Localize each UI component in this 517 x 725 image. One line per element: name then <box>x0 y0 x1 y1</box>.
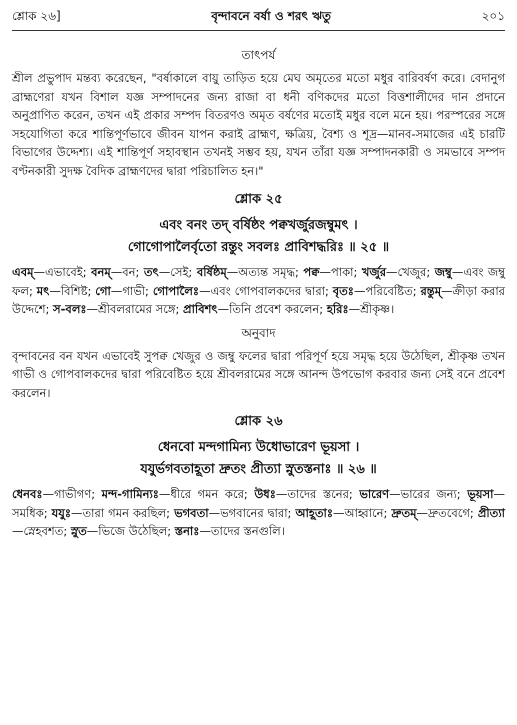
synonym-word: মৎ <box>36 283 50 298</box>
synonym-meaning: —তারা গমন করছিল; <box>71 505 175 520</box>
synonym-word: মন্দ-গামিন্যঃ <box>101 487 159 501</box>
synonym-meaning: —ক্রীড়া করার উদ্দেশে; <box>12 283 506 316</box>
synonym-word: স্নুত <box>70 524 87 538</box>
synonym-meaning: —শ্রীকৃষ্ণ। <box>348 302 395 316</box>
synonym-word: স-বলঃ <box>53 302 87 316</box>
purport-heading: তাৎপর্য <box>241 48 276 62</box>
synonym-meaning: —সমধিক; <box>12 487 505 520</box>
synonym-word: ভারেণ <box>359 487 390 501</box>
synonym-word: ভগবতা <box>174 505 209 520</box>
synonym-meaning: —খেজুর; <box>386 265 435 279</box>
verse-26-line-1: ধেনবো মন্দগামিন্য উধোভারেণ ভূয়সা । <box>157 440 360 455</box>
synonym-meaning: —ভিজে উঠেছিল; <box>86 524 175 538</box>
synonym-word: যযুঃ <box>51 505 72 520</box>
verse-26-synonyms <box>12 485 505 541</box>
verse-25-translation: বৃন্দাবনের বন যখন এভাবেই সুপক্ব খেজুর ও জম্বু ফলের দ্বারা পরিপূর্ণ হয়ে সমৃদ্ধ হয়ে উঠেছিল, শ্রীকৃষ্ণ তখন গাভী ও গোপবালকদের দ্বারা পরিবেষ্টিত হয়ে শ্রীবলরামের সঙ্গে আনন্দ উপভোগ করবার জন্য সেই বনে প্রবেশ করলেন। <box>12 348 505 400</box>
header-verse-ref: শ্লোক ২৬] <box>12 9 61 23</box>
synonym-word: তৎ <box>143 265 159 279</box>
synonym-word: রন্তুম্ <box>420 283 442 298</box>
synonym-word: প্রীত্যা <box>477 505 505 520</box>
synonym-word: বৃতঃ <box>332 283 354 298</box>
synonym-meaning: —গাভী; <box>110 283 153 298</box>
synonym-meaning: —ধীরে গমন করে; <box>158 487 255 501</box>
synonym-meaning: —তিনি প্রবেশ করলেন; <box>217 302 327 316</box>
synonym-word: বর্ষিষ্ঠম্ <box>196 265 227 279</box>
synonym-word: ধেনবঃ <box>12 487 43 501</box>
synonym-word: গো <box>95 283 111 298</box>
synonym-meaning: —অত্যন্ত সমৃদ্ধ; <box>226 265 304 279</box>
verse-25-line-1: এবং বনং তদ্ বর্ষিষ্ঠং পক্বখর্জুরজম্বুমৎ । <box>159 218 358 233</box>
synonym-word: দ্রুতম্ <box>391 505 417 520</box>
verse-26-line-2: যযুর্ভগবতাহূতা দ্রুতং প্রীত্যা স্নুতস্তনাঃ ॥ ২৬ ॥ <box>140 462 377 477</box>
synonym-word: হরিঃ <box>326 302 349 316</box>
synonym-meaning: —পাকা; <box>319 265 362 279</box>
synonym-word: পক্ব <box>303 265 320 279</box>
synonym-meaning: —শ্রীবলরামের সঙ্গে; <box>86 302 183 316</box>
synonym-meaning: —তাদের স্তনের; <box>275 487 360 501</box>
page-number: ২০১ <box>481 9 505 23</box>
chapter-title: বৃন্দাবনে বর্ষা ও শরৎ ঋতু <box>211 9 332 23</box>
synonym-word: ভূয়সা <box>467 487 494 501</box>
synonym-meaning: —পরিবেষ্টিত; <box>353 283 421 298</box>
synonym-meaning: —এভাবেই; <box>33 265 92 279</box>
synonym-meaning: —ভারের জন্য; <box>389 487 468 501</box>
synonym-word: জম্বু <box>434 265 452 279</box>
synonym-meaning: —স্নেহবশত; <box>12 524 71 538</box>
synonym-word: স্তনাঃ <box>174 524 200 538</box>
verse-26-heading: শ্লোক ২৬ <box>234 414 283 429</box>
running-header <box>12 8 505 30</box>
synonym-meaning: —আহ্বানে; <box>333 505 392 520</box>
verse-25-line-2: গোগোপালৈর্বৃতো রন্তুং সবলঃ প্রাবিশদ্ধরিঃ ॥ ২৫ ॥ <box>127 240 390 255</box>
synonym-meaning: —তাদের স্তনগুলি। <box>199 524 285 538</box>
synonym-word: প্রাবিশৎ <box>183 302 218 316</box>
synonym-meaning: —এবং জম্বু ফল; <box>12 265 505 298</box>
verse-25-synonyms <box>12 263 505 319</box>
translation-heading: অনুবাদ <box>241 325 276 340</box>
synonym-meaning: —গাভীগণ; <box>42 487 102 501</box>
synonym-word: আহূতাঃ <box>295 505 334 520</box>
purport-text: শ্রীল প্রভুপাদ মন্তব্য করেছেন, "বর্ষাকালে বায়ু তাড়িত হয়ে মেঘ অমৃতের মতো মধুর বারিবর্ষণ করে। বেদানুগ ব্রাহ্মণেরা যখন বিশাল যজ্ঞ সম্পাদনের জন্য রাজা বা ধনী বণিকদের মতো বিত্তশালীদের দান প্রদানে অনুপ্রাণিত করেন, তখন এই প্রকার সম্পদ বিতরণও অমৃত বর্ষণের মতোই মধুর বলে মনে হয়। পরস্পরের সঙ্গে সহযোগিতা করে শান্তিপূর্ণভাবে জীবন যাপন করাই ব্রাহ্মণ, ক্ষত্রিয়, বৈশ্য ও শূদ্র—মানব-সমাজের এই চারটি বিভাগের উদ্দেশ্য। এই শান্তিপূর্ণ সহাবস্থান তখনই সম্ভব হয়, যখন তাঁরা যজ্ঞ সম্পাদনকারী ও সমভাবে সম্পদ বণ্টনকারী সুদক্ষ বৈদিক ব্রাহ্মণদের দ্বারা পরিচালিত হন।" <box>12 71 505 178</box>
synonym-meaning: —বন; <box>110 265 144 279</box>
synonym-word: গোপালৈঃ <box>152 283 200 298</box>
verse-25-heading: শ্লোক ২৫ <box>234 192 283 207</box>
synonym-word: খর্জুর <box>361 265 387 279</box>
header-rule <box>12 30 505 31</box>
synonym-meaning: —দ্রুতবেগে; <box>416 505 478 520</box>
synonym-word: এবম্ <box>12 265 34 279</box>
synonym-meaning: —বিশিষ্ট; <box>49 283 96 298</box>
synonym-word: বনম্ <box>91 265 111 279</box>
synonym-meaning: —ভগবানের দ্বারা; <box>208 505 296 520</box>
synonym-meaning: —সেই; <box>158 265 197 279</box>
synonym-meaning: —এবং গোপবালকদের দ্বারা; <box>199 283 333 298</box>
synonym-word: উধঃ <box>254 487 276 501</box>
